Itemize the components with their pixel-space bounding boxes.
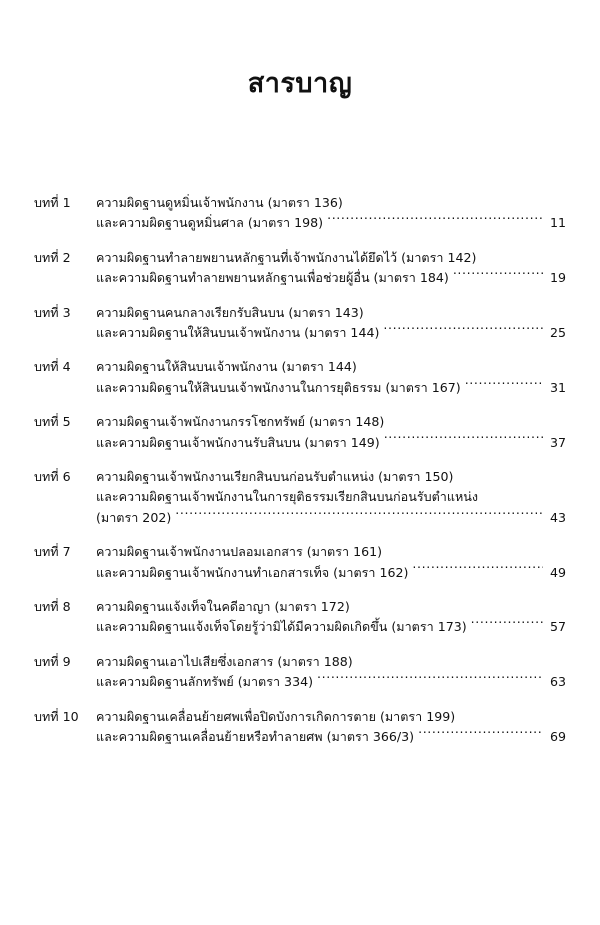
toc-page-number: 57 bbox=[549, 619, 566, 635]
toc-entry-text: ความผิดฐานเคลื่อนย้ายศพเพื่อปิดบังการเกิดการตาย (มาตรา 199) bbox=[96, 708, 456, 724]
toc-entry[interactable] bbox=[34, 467, 566, 528]
toc-entry-text: ความผิดฐานเจ้าพนักงานเรียกสินบนก่อนรับตำแหน่ง (มาตรา 150) bbox=[96, 469, 454, 484]
toc-chapter-label: บทที่ 10 bbox=[34, 708, 79, 724]
toc-leader-dots bbox=[453, 270, 543, 283]
toc-entry-line bbox=[96, 357, 566, 377]
toc-entry-line bbox=[96, 487, 566, 507]
toc-leader-dots bbox=[418, 728, 543, 741]
toc-entry-line bbox=[96, 467, 566, 487]
toc-entry-text: และความผิดฐานเคลื่อนย้ายหรือทำลายศพ (มาตรา 366/3) bbox=[96, 728, 415, 744]
toc-entry-text: ความผิดฐานเจ้าพนักงานปลอมเอกสาร (มาตรา 161) bbox=[96, 544, 383, 560]
toc-entry-line bbox=[96, 433, 566, 453]
toc-entry-line bbox=[96, 508, 566, 528]
toc-entry-text: และความผิดฐานเจ้าพนักงานในการยุติธรรมเรียกสินบนก่อนรับตำแหน่ง bbox=[96, 489, 479, 505]
toc-entry-line bbox=[96, 707, 566, 727]
toc-entry-body bbox=[96, 467, 566, 528]
toc-entry-line bbox=[96, 727, 566, 747]
toc-entry-text: และความผิดฐานให้สินบนเจ้าพนักงาน (มาตรา 144) bbox=[96, 325, 380, 341]
toc-entry[interactable] bbox=[34, 303, 566, 344]
toc-leader-dots bbox=[465, 379, 543, 392]
toc-page-number: 31 bbox=[549, 379, 566, 395]
toc-entry[interactable] bbox=[34, 542, 566, 583]
toc-entry-line bbox=[96, 378, 566, 398]
toc-entry-line bbox=[96, 268, 566, 288]
toc-chapter-label: บทที่ 8 bbox=[34, 598, 71, 614]
toc-entry[interactable] bbox=[34, 597, 566, 638]
toc-leader-dots bbox=[175, 509, 543, 522]
toc-entry-line bbox=[96, 597, 566, 617]
toc-leader-dots bbox=[383, 324, 543, 337]
toc-entry-text: ความผิดฐานคนกลางเรียกรับสินบน (มาตรา 143) bbox=[96, 304, 364, 320]
toc-page-number: 11 bbox=[549, 215, 566, 231]
document-page bbox=[0, 66, 600, 925]
toc-entry[interactable] bbox=[34, 193, 566, 234]
toc-entry-body bbox=[96, 248, 566, 289]
toc-entry-body bbox=[96, 193, 566, 234]
toc-entry-text: ความผิดฐานเจ้าพนักงานกรรโชกทรัพย์ (มาตรา 148) bbox=[96, 414, 385, 430]
toc-entry-line bbox=[96, 563, 566, 583]
toc-leader-dots bbox=[327, 215, 543, 228]
toc-entry[interactable] bbox=[34, 357, 566, 398]
toc-entry-body bbox=[96, 597, 566, 638]
toc-entry-body bbox=[96, 303, 566, 344]
toc-chapter-label: บทที่ 9 bbox=[34, 653, 71, 669]
toc-entry-body bbox=[96, 542, 566, 583]
toc-entry-text: และความผิดฐานให้สินบนเจ้าพนักงานในการยุติธรรม (มาตรา 167) bbox=[96, 379, 461, 395]
toc-chapter-label: บทที่ 1 bbox=[34, 195, 71, 211]
toc-chapter-label: บทที่ 5 bbox=[34, 414, 71, 430]
toc-chapter-label: บทที่ 2 bbox=[34, 249, 71, 265]
toc-entry-body bbox=[96, 412, 566, 453]
toc-entry-text: ความผิดฐานเอาไปเสียซึ่งเอกสาร (มาตรา 188) bbox=[96, 653, 353, 669]
toc-entry-text: ความผิดฐานแจ้งเท็จในคดีอาญา (มาตรา 172) bbox=[96, 598, 350, 614]
toc-entry-line bbox=[96, 303, 566, 323]
toc-entry[interactable] bbox=[34, 412, 566, 453]
table-of-contents bbox=[34, 193, 566, 747]
toc-entry-line bbox=[96, 193, 566, 213]
toc-entry-line bbox=[96, 412, 566, 432]
toc-entry-text: และความผิดฐานเจ้าพนักงานทำเอกสารเท็จ (มาตรา 162) bbox=[96, 564, 409, 580]
toc-entry-text: และความผิดฐานลักทรัพย์ (มาตรา 334) bbox=[96, 674, 314, 690]
toc-entry-body bbox=[96, 652, 566, 693]
toc-page-number: 43 bbox=[549, 509, 566, 525]
toc-entry-line bbox=[96, 652, 566, 672]
toc-chapter-label: บทที่ 7 bbox=[34, 544, 71, 560]
toc-entry-text: (มาตรา 202) bbox=[96, 509, 172, 525]
toc-page-number: 69 bbox=[549, 728, 566, 744]
toc-entry-text: ความผิดฐานทำลายพยานหลักฐานที่เจ้าพนักงานได้ยึดไว้ (มาตรา 142) bbox=[96, 249, 477, 265]
toc-entry[interactable] bbox=[34, 652, 566, 693]
toc-entry-text: และความผิดฐานเจ้าพนักงานรับสินบน (มาตรา 149) bbox=[96, 434, 380, 450]
toc-entry-line bbox=[96, 617, 566, 637]
toc-leader-dots bbox=[412, 564, 543, 577]
toc-leader-dots bbox=[384, 434, 543, 447]
toc-entry-body bbox=[96, 707, 566, 748]
toc-entry-line bbox=[96, 542, 566, 562]
toc-leader-dots bbox=[317, 674, 543, 687]
toc-chapter-label: บทที่ 6 bbox=[34, 469, 71, 484]
page-title: สารบาญ bbox=[247, 68, 353, 99]
toc-entry-body bbox=[96, 357, 566, 398]
toc-entry[interactable] bbox=[34, 707, 566, 748]
toc-chapter-label: บทที่ 3 bbox=[34, 304, 71, 320]
toc-page-number: 25 bbox=[549, 325, 566, 341]
toc-page-number: 49 bbox=[549, 564, 566, 580]
toc-entry-text: และความผิดฐานดูหมิ่นศาล (มาตรา 198) bbox=[96, 215, 324, 231]
toc-page-number: 37 bbox=[549, 434, 566, 450]
toc-entry[interactable] bbox=[34, 248, 566, 289]
toc-chapter-label: บทที่ 4 bbox=[34, 359, 71, 375]
toc-entry-line bbox=[96, 248, 566, 268]
toc-page-number: 63 bbox=[549, 674, 566, 690]
toc-entry-text: และความผิดฐานทำลายพยานหลักฐานเพื่อช่วยผู้อื่น (มาตรา 184) bbox=[96, 270, 449, 286]
toc-page-number: 19 bbox=[549, 270, 566, 286]
toc-entry-text: และความผิดฐานแจ้งเท็จโดยรู้ว่ามิได้มีความผิดเกิดขึ้น (มาตรา 173) bbox=[96, 619, 467, 635]
toc-entry-line bbox=[96, 213, 566, 233]
toc-entry-text: ความผิดฐานให้สินบนเจ้าพนักงาน (มาตรา 144) bbox=[96, 359, 357, 375]
toc-leader-dots bbox=[471, 619, 543, 632]
toc-entry-line bbox=[96, 672, 566, 692]
toc-entry-line bbox=[96, 323, 566, 343]
toc-entry-text: ความผิดฐานดูหมิ่นเจ้าพนักงาน (มาตรา 136) bbox=[96, 195, 343, 211]
